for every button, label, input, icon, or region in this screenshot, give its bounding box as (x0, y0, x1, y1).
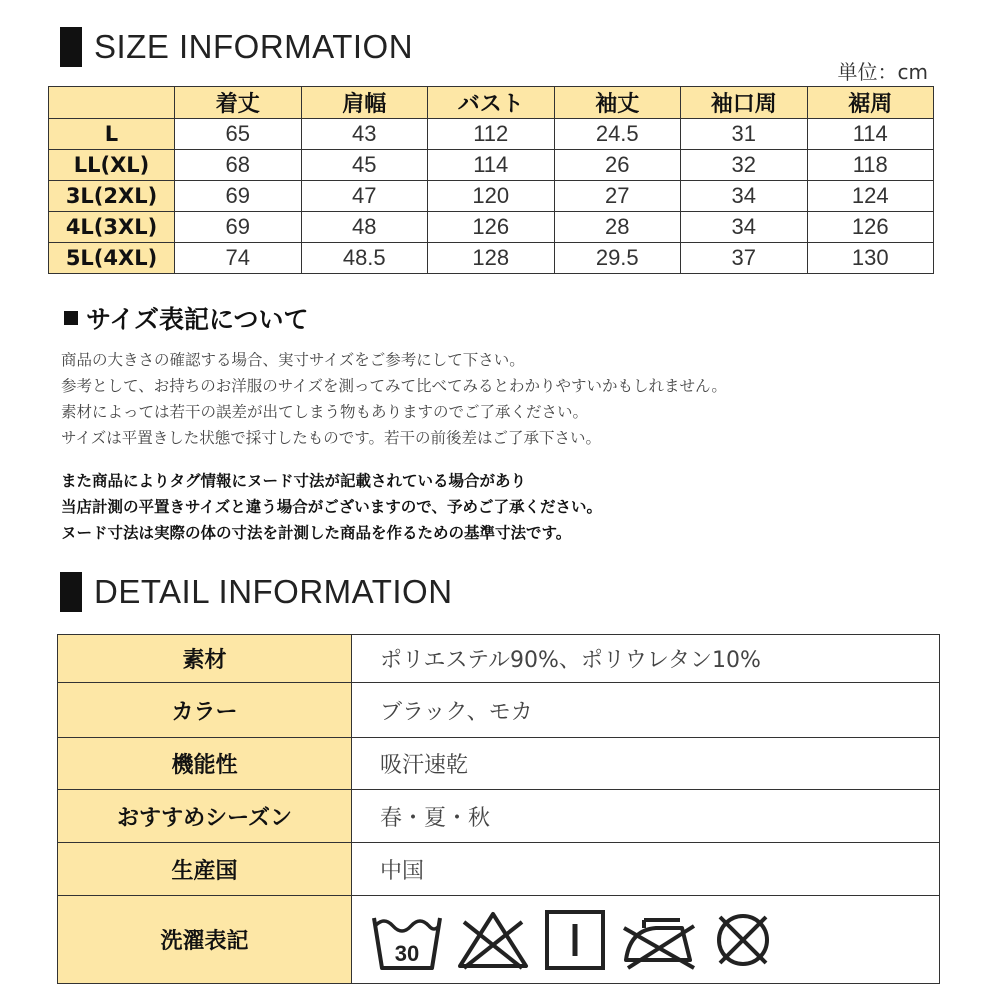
table-row (49, 243, 934, 274)
size-info-title: SIZE INFORMATION (94, 28, 414, 65)
size-label: LL(XL) (49, 150, 175, 181)
table-cell: 112 (428, 119, 555, 150)
table-row (49, 212, 934, 243)
detail-label: おすすめシーズン (58, 790, 352, 843)
care-label: 洗濯表記 (58, 896, 352, 984)
table-row (49, 181, 934, 212)
table-cell: 68 (175, 150, 302, 181)
table-cell: 69 (175, 212, 302, 243)
care-icons-cell (352, 896, 940, 984)
table-cell: 65 (175, 119, 302, 150)
bold-note-line: また商品によりタグ情報にヌード寸法が記載されている場合があり (61, 472, 527, 490)
square-bullet-icon (64, 311, 78, 325)
size-notes (61, 347, 727, 451)
no-bleach-icon (456, 908, 530, 972)
heading-bar (60, 27, 82, 67)
table-cell: 29.5 (554, 243, 681, 274)
size-info-heading (60, 25, 413, 69)
detail-label: 機能性 (58, 738, 352, 790)
line-dry-icon (542, 908, 608, 972)
table-cell: 114 (428, 150, 555, 181)
detail-label: カラー (58, 683, 352, 738)
column-header: 袖丈 (554, 87, 681, 119)
table-row (49, 150, 934, 181)
table-cell: 126 (428, 212, 555, 243)
table-cell: 34 (681, 212, 808, 243)
table-cell: 32 (681, 150, 808, 181)
size-label: 4L(3XL) (49, 212, 175, 243)
bold-note-line: ヌード寸法は実際の体の寸法を計測した商品を作るための基準寸法です。 (61, 524, 572, 542)
detail-row (58, 683, 940, 738)
heading-bar (60, 572, 82, 612)
detail-value: ポリエステル90%、ポリウレタン10% (352, 635, 940, 683)
size-label: 5L(4XL) (49, 243, 175, 274)
wash-temp-label: 30 (394, 940, 420, 966)
table-cell: 43 (301, 119, 428, 150)
detail-row (58, 635, 940, 683)
detail-row (58, 843, 940, 896)
no-dry-clean-icon (710, 908, 776, 972)
note-line: 素材によっては若干の誤差が出てしまう物もありますのでご了承ください。 (61, 403, 589, 421)
detail-table (57, 634, 940, 984)
note-line: 商品の大きさの確認する場合、実寸サイズをご参考にして下さい。 (61, 351, 525, 369)
detail-label: 生産国 (58, 843, 352, 896)
table-cell: 124 (807, 181, 934, 212)
wash-30-icon (370, 908, 444, 972)
table-cell: 31 (681, 119, 808, 150)
column-header: 着丈 (175, 87, 302, 119)
table-cell: 37 (681, 243, 808, 274)
table-row (49, 119, 934, 150)
table-cell: 45 (301, 150, 428, 181)
table-cell: 27 (554, 181, 681, 212)
table-cell: 120 (428, 181, 555, 212)
care-icons (370, 908, 939, 972)
detail-info-heading (60, 570, 453, 614)
detail-value: 吸汗速乾 (352, 738, 940, 790)
unit-label: 単位：cm (837, 60, 928, 84)
detail-label: 素材 (58, 635, 352, 683)
size-table (48, 86, 934, 274)
table-cell: 126 (807, 212, 934, 243)
detail-row (58, 738, 940, 790)
detail-value: 春・夏・秋 (352, 790, 940, 843)
table-cell: 48 (301, 212, 428, 243)
detail-info-title: DETAIL INFORMATION (94, 573, 453, 610)
no-iron-icon (620, 908, 698, 972)
size-table-corner (49, 87, 175, 119)
detail-row (58, 790, 940, 843)
nude-size-notes (61, 468, 602, 546)
size-notation-heading (64, 300, 309, 336)
table-cell: 130 (807, 243, 934, 274)
note-line: サイズは平置きした状態で採寸したものです。若干の前後差はご了承下さい。 (61, 429, 602, 447)
size-label: L (49, 119, 175, 150)
column-header: バスト (428, 87, 555, 119)
table-cell: 118 (807, 150, 934, 181)
size-notation-title: サイズ表記について (86, 305, 309, 334)
bold-note-line: 当店計測の平置きサイズと違う場合がございますので、予めご了承ください。 (61, 498, 602, 516)
table-cell: 48.5 (301, 243, 428, 274)
table-cell: 24.5 (554, 119, 681, 150)
column-header: 袖口周 (681, 87, 808, 119)
column-header: 肩幅 (301, 87, 428, 119)
size-label: 3L(2XL) (49, 181, 175, 212)
detail-row (58, 896, 940, 984)
table-cell: 47 (301, 181, 428, 212)
size-table-header (49, 87, 934, 119)
table-cell: 69 (175, 181, 302, 212)
detail-value: ブラック、モカ (352, 683, 940, 738)
table-cell: 26 (554, 150, 681, 181)
table-cell: 34 (681, 181, 808, 212)
detail-value: 中国 (352, 843, 940, 896)
note-line: 参考として、お持ちのお洋服のサイズを測ってみて比べてみるとわかりやすいかもしれません。 (61, 377, 727, 395)
table-cell: 128 (428, 243, 555, 274)
column-header: 裾周 (807, 87, 934, 119)
table-cell: 74 (175, 243, 302, 274)
table-cell: 114 (807, 119, 934, 150)
table-cell: 28 (554, 212, 681, 243)
